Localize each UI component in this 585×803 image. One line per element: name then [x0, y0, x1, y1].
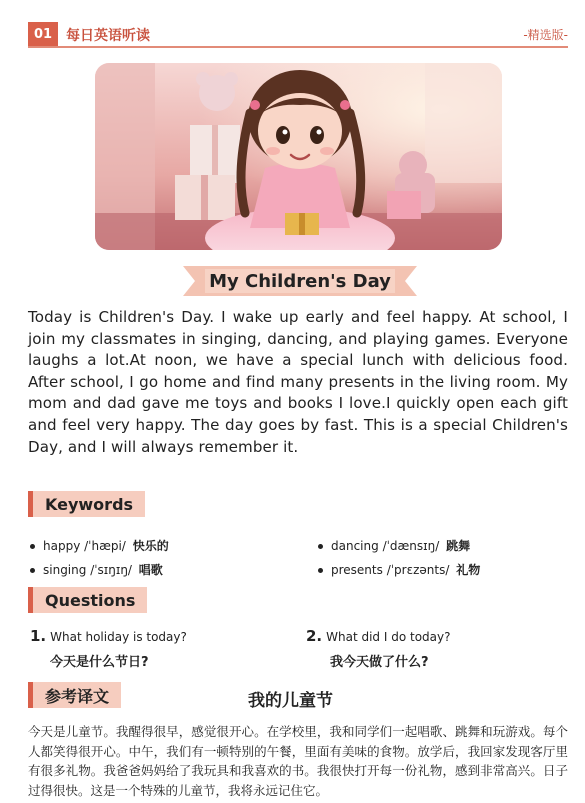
keyword-word: happy [43, 539, 81, 553]
keyword-phonetic: /ˈdænsɪŋ/ [382, 539, 440, 553]
question-english: What holiday is today? [50, 630, 187, 644]
keyword-item [318, 537, 470, 554]
keyword-word: presents [331, 563, 383, 577]
keyword-meaning: 快乐的 [132, 539, 169, 553]
question-item [30, 627, 187, 645]
header-divider [28, 46, 568, 48]
keyword-phonetic: /ˈprɛzənts/ [386, 563, 450, 577]
keyword-meaning: 跳舞 [446, 539, 471, 553]
header-title: 每日英语听读 [66, 28, 150, 44]
question-chinese: 我今天做了什么? [330, 655, 429, 670]
translation-label: 参考译文 [28, 682, 121, 708]
question-english: What did I do today? [326, 630, 451, 644]
translation-text: 今天是儿童节。我醒得很早，感觉很开心。在学校里，我和同学们一起唱歌、跳舞和玩游戏。每个人都笑得很开心。中午，我们有一顿特别的午餐，里面有美味的食物。放学后，我回家发现客厅里有很多礼物。我爸爸妈妈给了我玩具和我喜欢的书。我很快打开每一份礼物，感到非常高兴。日子过得很快。这是一个特殊的儿童节，我将永远记住它。 [28, 724, 568, 799]
keyword-meaning: 礼物 [456, 563, 481, 577]
question-number: 1. [30, 627, 47, 645]
bullet-icon [318, 568, 323, 573]
keyword-item [318, 561, 480, 578]
keyword-meaning: 唱歌 [138, 563, 163, 577]
questions-label: Questions [28, 587, 147, 613]
keywords-label: Keywords [28, 491, 145, 517]
keyword-item [30, 537, 169, 554]
bullet-icon [30, 544, 35, 549]
story-text: Today is Children's Day. I wake up early and feel happy. At school, I join my classmates in singing, dancing, and playing games. Everyone laughs a lot.At noon, we have a special lunch with delicious food. After school, I go home and find many presents in the living room. My mom and dad gave me toys and books I love.I quickly open each gift and feel very happy. The day goes by fast. This is a special Children's Day, and I will always remember it. [28, 308, 568, 456]
section-number-badge: 01 [28, 22, 58, 46]
page-header [28, 22, 568, 48]
girl-with-gifts-illustration [95, 63, 502, 250]
keyword-phonetic: /ˈhæpi/ [84, 539, 126, 553]
question-number: 2. [306, 627, 323, 645]
keyword-phonetic: /ˈsɪŋɪŋ/ [90, 563, 132, 577]
keyword-item [30, 561, 163, 578]
bullet-icon [318, 544, 323, 549]
header-tag: -精选版- [523, 28, 568, 42]
question-item [306, 627, 450, 645]
question-chinese: 今天是什么节日? [50, 655, 149, 670]
story-title: My Children's Day [209, 270, 391, 292]
story-illustration [95, 63, 502, 250]
keyword-word: dancing [331, 539, 379, 553]
bullet-icon [30, 568, 35, 573]
keyword-word: singing [43, 563, 87, 577]
story-title-ribbon [183, 266, 417, 296]
translation-title: 我的儿童节 [248, 691, 333, 711]
